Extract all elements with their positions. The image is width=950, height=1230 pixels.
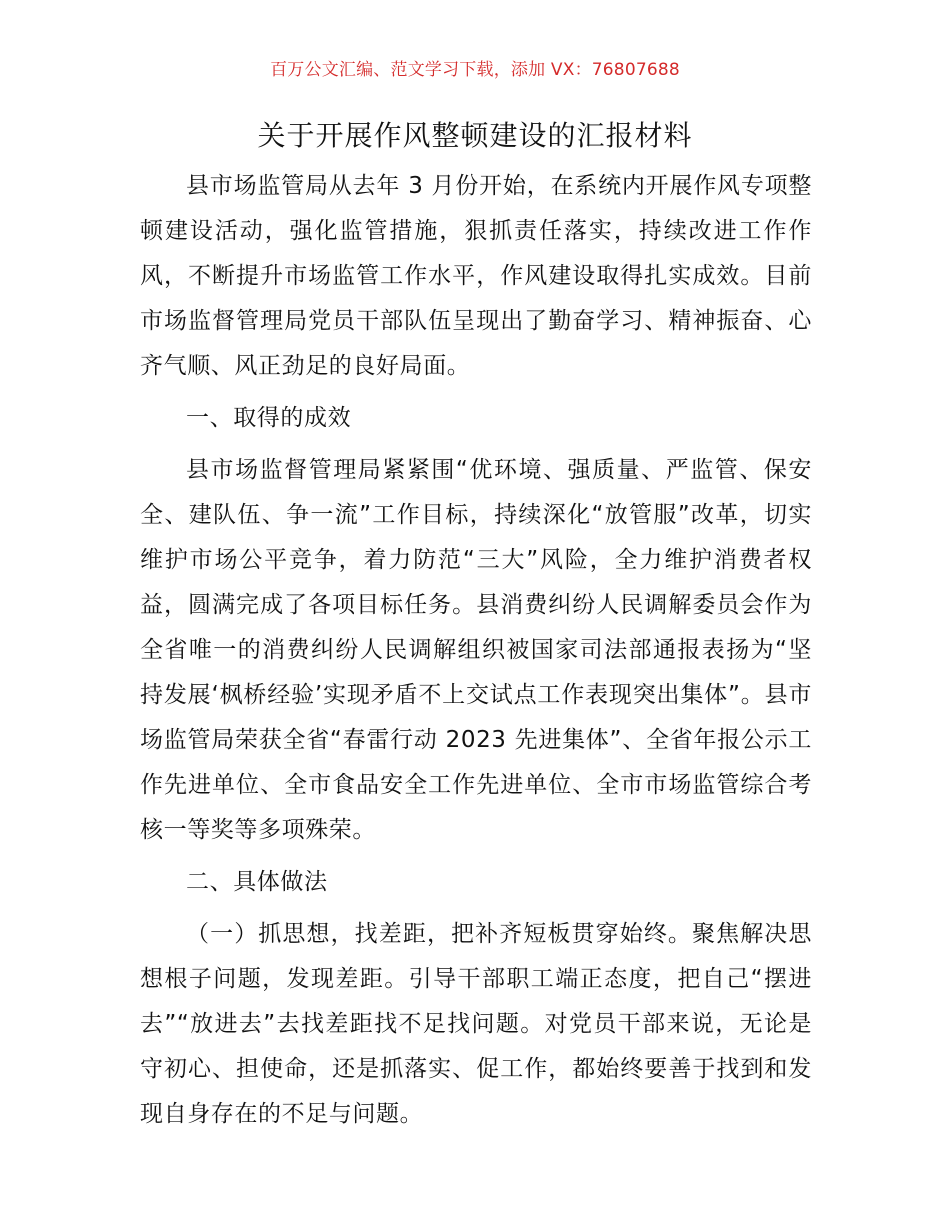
section-heading-achievements: 一、取得的成效 [186, 405, 352, 431]
paragraph-achievements: 县市场监督管理局紧紧围“优环境、强质量、严监管、保安全、建队伍、争一流”工作目标，持续深化“放管服”改革，切实维护市场公平竞争，着力防范“三大”风险，全力维护消费者权益，圆满完成了各项目标任务。县消费纠纷人民调解委员会作为全省唯一的消费纠纷人民调解组织被国家司法部通报表扬为“坚持发展‘枫桥经验’实现矛盾不上交试点工作表现突出集体”。县市场监管局荣获全省“春雷行动 2023 先进集体”、全省年报公示工作先进单位、全市食品安全工作先进单位、全市市场监管综合考核一等奖等多项殊荣。 [140, 457, 812, 843]
watermark-header: 百万公文汇编、范文学习下载，添加 VX：76807688 [270, 60, 680, 80]
paragraph-practice-1: （一）抓思想，找差距，把补齐短板贯穿始终。聚焦解决思想根子问题，发现差距。引导干部职工端正态度，把自己“摆进去”“放进去”去找差距找不足找问题。对党员干部来说，无论是守初心、担使命，还是抓落实、促工作，都始终要善于找到和发现自身存在的不足与问题。 [140, 921, 812, 1127]
document-body [140, 164, 812, 1137]
section-heading-practices: 二、具体做法 [186, 869, 328, 895]
document-title: 关于开展作风整顿建设的汇报材料 [257, 119, 693, 152]
paragraph-intro: 县市场监管局从去年 3 月份开始，在系统内开展作风专项整顿建设活动，强化监管措施，狠抓责任落实，持续改进工作作风，不断提升市场监管工作水平，作风建设取得扎实成效。目前市场监督管理局党员干部队伍呈现出了勤奋学习、精神振奋、心齐气顺、风正劲足的良好局面。 [140, 173, 812, 379]
